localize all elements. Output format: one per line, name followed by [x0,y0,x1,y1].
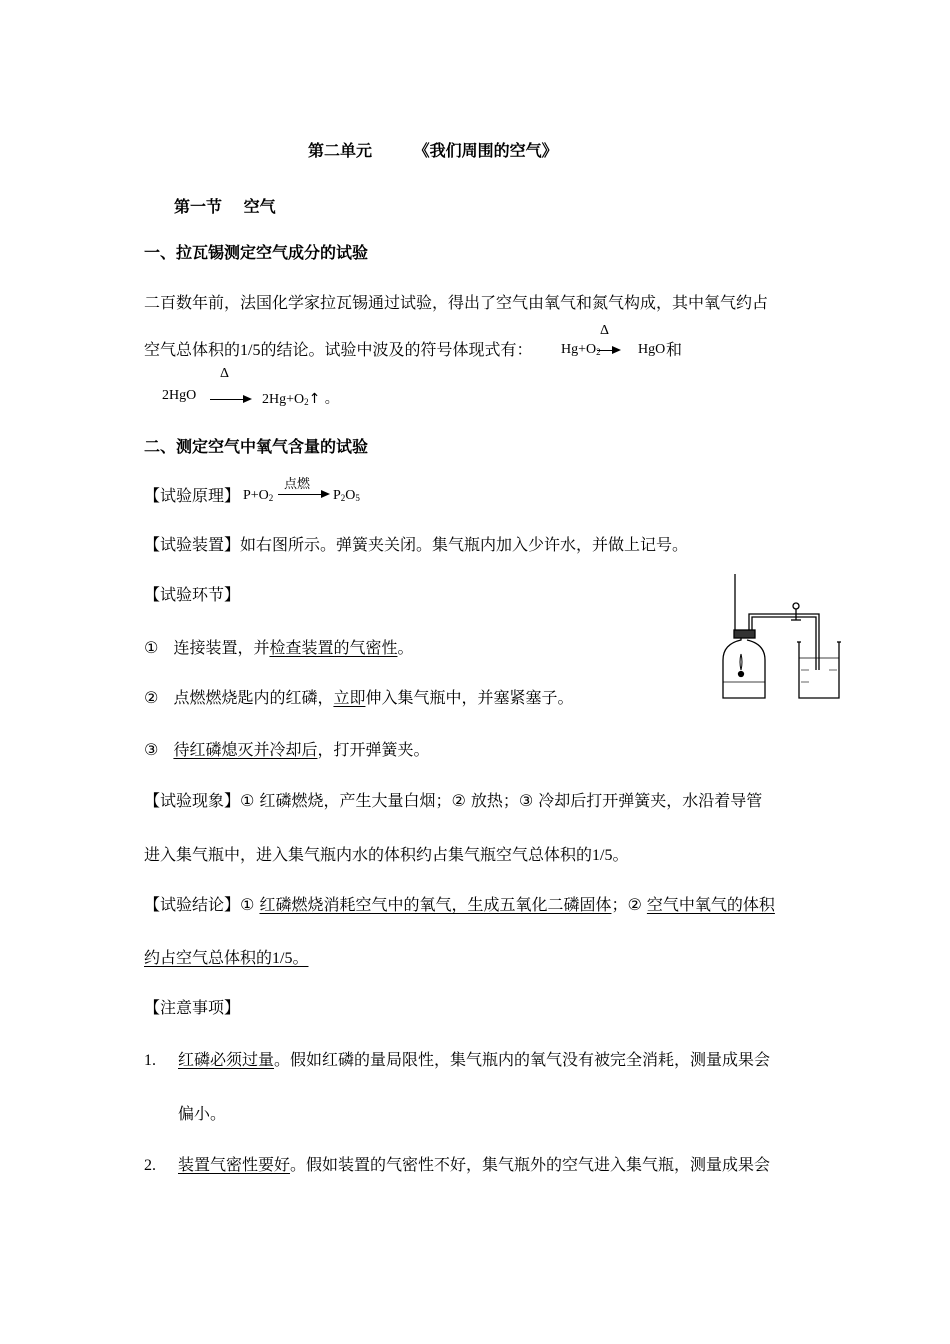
steps-label: 【试验环节】 [144,585,241,604]
notes-label: 【注意事项】 [144,998,241,1017]
step-1: ① 连接装置，并检查装置的气密性。 [144,638,414,657]
equation-right: HgO [638,342,666,357]
note-2: 2. 装置气密性要好。假如装置的气密性不好，集气瓶外的空气进入集气瓶，测量成果会 [144,1155,771,1174]
reaction-arrow [278,494,328,495]
principle-right: $P_2O_5$ [333,488,360,503]
unit-number: 第二单元 [308,141,373,160]
equation-left: $Hg+O_2$ [561,342,601,357]
phenomenon-line: 进入集气瓶中，进入集气瓶内水的体积约占集气瓶空气总体积的1/5。 [144,845,629,864]
note-1: 1. 红磷必须过量。假如红磷的量局限性，集气瓶内的氧气没有被完全消耗，测量成果会 [144,1050,771,1069]
condition-heat: Δ [600,323,610,338]
conclusion-line: 【试验结论】① 红磷燃烧消耗空气中的氧气，生成五氧化二磷固体；② 空气中氧气的体积 [144,895,775,914]
phenomenon-line: 【试验现象】① 红磷燃烧，产生大量白烟；② 放热；③ 冷却后打开弹簧夹，水沿着导管 [144,791,763,810]
reaction-arrow [210,399,250,400]
unit-title [308,141,558,161]
condition-ignite: 点燃 [284,477,311,492]
principle-label: 【试验原理】 [144,486,241,505]
equation-right: $2Hg+O_2↑$ 。 [262,391,339,407]
conclusion-line: 约占空气总体积的1/5。 [144,948,309,967]
apparatus-line: 【试验装置】如右图所示。弹簧夹关闭。集气瓶内加入少许水，并做上记号。 [144,535,689,554]
section-label: 第一节 [174,197,223,216]
reaction-arrow [597,350,619,351]
heading-lavoisier: 一、拉瓦锡测定空气成分的试验 [144,243,369,262]
equation-left: 2HgO [162,388,197,403]
condition-heat: Δ [220,366,230,381]
fraction: 1/5 [240,342,261,359]
section-heading [174,197,276,217]
principle-left: $P+O_2$ [243,488,274,503]
conjunction: 和 [666,340,683,359]
step-3: ③ 待红磷熄灭并冷却后，打开弹簧夹。 [144,740,430,759]
apparatus-diagram [715,570,847,705]
paragraph-line: 二百数年前，法国化学家拉瓦锡通过试验，得出了空气由氧气和氮气构成，其中氧气约占 [144,293,769,312]
note-1-cont: 偏小。 [178,1104,227,1123]
section-name: 空气 [243,197,276,216]
paragraph-line: 空气总体积的1/5的结论。试验中波及的符号体现式有： [144,340,533,359]
step-2: ② 点燃燃烧匙内的红磷，立即伸入集气瓶中，并塞紧塞子。 [144,688,574,707]
heading-oxygen-content: 二、测定空气中氧气含量的试验 [144,437,369,456]
unit-name: 《我们周围的空气》 [413,141,558,160]
